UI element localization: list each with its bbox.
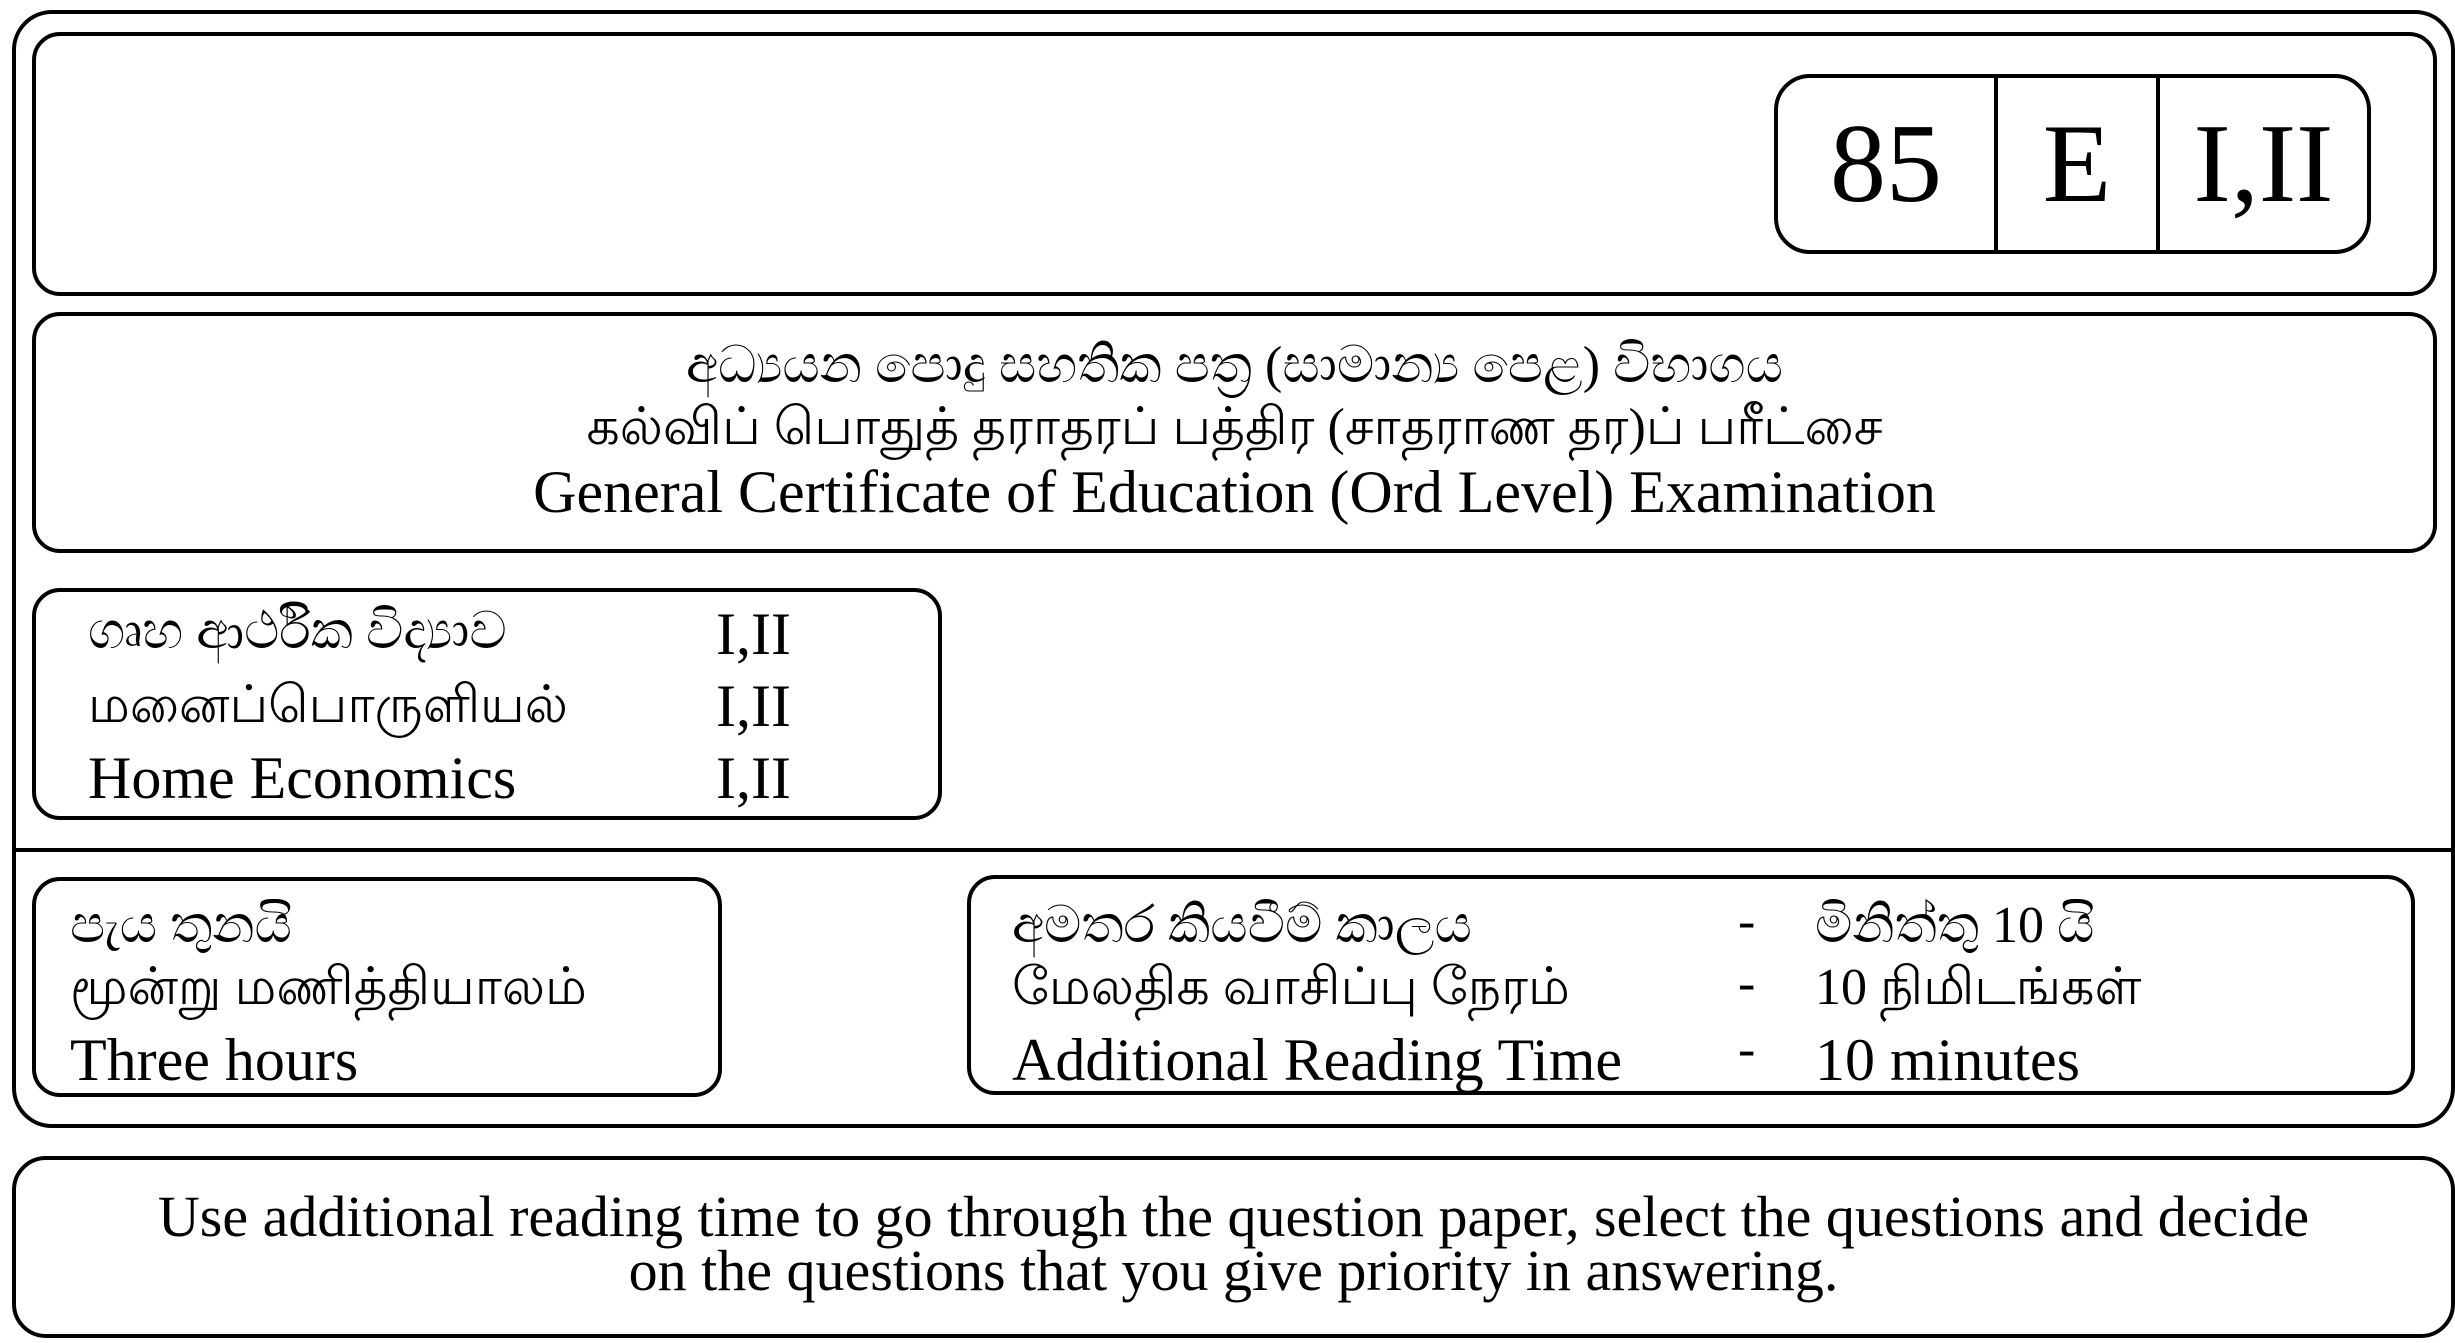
subject-name-tamil: மனைப்பொருளியல் — [88, 677, 568, 734]
instruction-line-1: Use additional reading time to go through the question paper, select the questions and decide — [157, 1184, 2310, 1249]
subject-name-sinhala: ගෘහ ආර්ථික විද්‍යාව — [88, 603, 507, 660]
subject-parts-sinhala: I,II — [716, 601, 791, 667]
reading-value-tamil: 10 நிமிடங்கள் — [1815, 959, 2142, 1016]
duration-english: Three hours — [70, 1027, 359, 1093]
reading-separator-english: - — [1738, 1021, 1756, 1078]
instruction-line-2: on the questions that you give priority in answering. — [628, 1238, 1839, 1303]
duration-tamil: மூன்று மணித்தியாலம் — [70, 959, 587, 1016]
paper-parts: I,II — [2193, 101, 2334, 226]
duration-sinhala: පැය තුනයි — [70, 897, 292, 954]
reading-value-english: 10 minutes — [1815, 1027, 2080, 1093]
exam-title-english: General Certificate of Education (Ord Level) Examination — [533, 459, 1936, 525]
subject-parts-english: I,II — [716, 745, 791, 811]
reading-separator-sinhala: - — [1738, 893, 1756, 950]
reading-label-english: Additional Reading Time — [1012, 1027, 1623, 1093]
paper-number: 85 — [1778, 78, 1998, 250]
reading-separator-tamil: - — [1738, 955, 1756, 1012]
paper-code-box — [1774, 74, 2371, 254]
section-divider — [12, 848, 2455, 852]
reading-value-sinhala: මිනිත්තු 10 යි — [1815, 897, 2095, 954]
paper-language: E — [1998, 78, 2160, 250]
reading-label-tamil: மேலதிக வாசிப்பு நேரம் — [1012, 959, 1570, 1016]
subject-name-english: Home Economics — [88, 745, 517, 811]
reading-label-sinhala: අමතර කියවීම් කාලය — [1012, 897, 1472, 954]
exam-title-sinhala: අධ්‍යයන පොදු සහතික පත්‍ර (සාමාන්‍ය පෙළ) විභාගය — [686, 337, 1783, 394]
exam-title-tamil: கல்விப் பொதுத் தராதரப் பத்திர (சாதராண தர)ப் பரீட்சை — [586, 399, 1883, 456]
subject-parts-tamil: I,II — [716, 673, 791, 739]
